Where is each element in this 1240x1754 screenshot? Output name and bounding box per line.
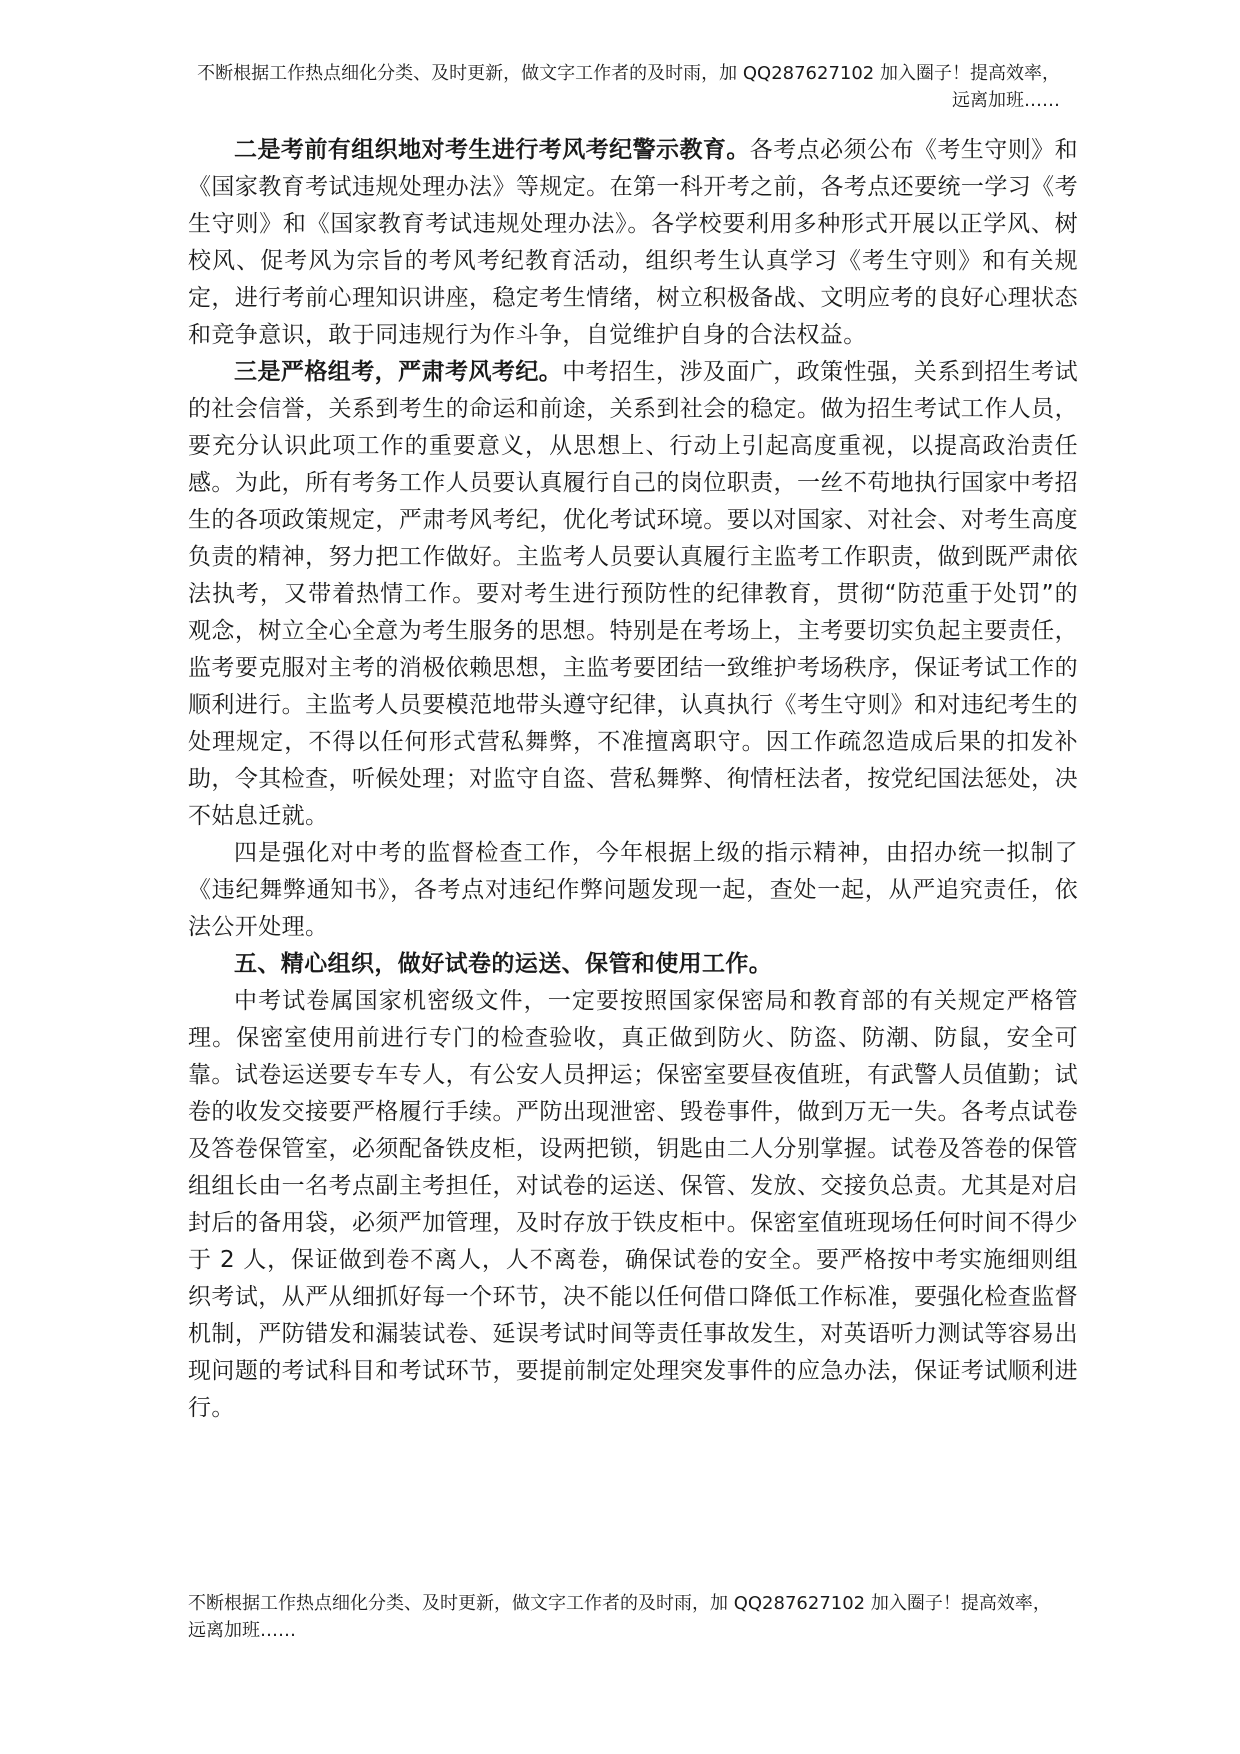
section-heading: 五、精心组织，做好试卷的运送、保管和使用工作。 [234,951,773,977]
paragraph-text: 四是强化对中考的监督检查工作，今年根据上级的指示精神，由招办统一拟制了《违纪舞弊通知书》，各考点对违纪作弊问题发现一起，查处一起，从严追究责任，依法公开处理。 [188,840,1078,940]
paragraph-text: 各考点必须公布《考生守则》和《国家教育考试违规处理办法》等规定。在第一科开考之前，各考点还要统一学习《考生守则》和《国家教育考试违规处理办法》。各学校要利用多种形式开展以正学风、树校风、促考风为宗旨的考风考纪教育活动，组织考生认真学习《考生守则》和有关规定，进行考前心理知识讲座，稳定考生情绪，树立积极备战、文明应考的良好心理状态和竞争意识，敢于同违规行为作斗争，自觉维护自身的合法权益。 [188,137,1078,348]
paragraph-lead: 三是严格组考，严肃考风考纪。 [234,359,563,385]
paragraph-exam-paper-management [188,983,1078,1427]
page-footer [188,1590,1068,1644]
paragraph-text: 中考招生，涉及面广，政策性强，关系到招生考试的社会信誉，关系到考生的命运和前途，关系到社会的稳定。做为招生考试工作人员，要充分认识此项工作的重要意义，从思想上、行动上引起高度重视，以提高政治责任感。为此，所有考务工作人员要认真履行自己的岗位职责，一丝不苟地执行国家中考招生的各项政策规定，严肃考风考纪，优化考试环境。要以对国家、对社会、对考生高度负责的精神，努力把工作做好。主监考人员要认真履行主监考工作职责，做到既严肃依法执考，又带着热情工作。要对考生进行预防性的纪律教育，贯彻“防范重于处罚”的观念，树立全心全意为考生服务的思想。特别是在考场上，主考要切实负起主要责任，监考要克服对主考的消极依赖思想，主监考要团结一致维护考场秩序，保证考试工作的顺利进行。主监考人员要模范地带头遵守纪律，认真执行《考生守则》和对违纪考生的处理规定，不得以任何形式营私舞弊，不准擅离职守。因工作疏忽造成后果的扣发补助，令其检查，听候处理；对监守自盗、营私舞弊、徇情枉法者，按党纪国法惩处，决不姑息迁就。 [188,359,1078,829]
paragraph-supervision-inspection [188,835,1078,946]
paragraph-exam-discipline-education [188,132,1078,354]
paragraph-text: 中考试卷属国家机密级文件，一定要按照国家保密局和教育部的有关规定严格管理。保密室使用前进行专门的检查验收，真正做到防火、防盗、防潮、防鼠，安全可靠。试卷运送要专车专人，有公安人员押运；保密室要昼夜值班，有武警人员值勤；试卷的收发交接要严格履行手续。严防出现泄密、毁卷事件，做到万无一失。各考点试卷及答卷保管室，必须配备铁皮柜，设两把锁，钥匙由二人分别掌握。试卷及答卷的保管组组长由一名考点副主考担任，对试卷的运送、保管、发放、交接负总责。尤其是对启封后的备用袋，必须严加管理，及时存放于铁皮柜中。保密室值班现场任何时间不得少于 2 人，保证做到卷不离人，人不离卷，确保试卷的安全。要严格按中考实施细则组织考试，从严从细抓好每一个环节，决不能以任何借口降低工作标准，要强化检查监督机制，严防错发和漏装试卷、延误考试时间等责任事故发生，对英语听力测试等容易出现问题的考试科目和考试环节，要提前制定处理突发事件的应急办法，保证考试顺利进行。 [188,988,1078,1421]
footer-text: 不断根据工作热点细化分类、及时更新，做文字工作者的及时雨，加 QQ287627102 加入圈子！提高效率，远离加班…… [188,1593,1051,1641]
paragraph-lead: 二是考前有组织地对考生进行考风考纪警示教育。 [234,137,750,163]
page-header [190,60,1060,114]
document-body [188,132,1078,1427]
header-text: 不断根据工作热点细化分类、及时更新，做文字工作者的及时雨，加 QQ287627102 加入圈子！提高效率，远离加班…… [197,63,1060,111]
paragraph-strict-exam-organization [188,354,1078,835]
